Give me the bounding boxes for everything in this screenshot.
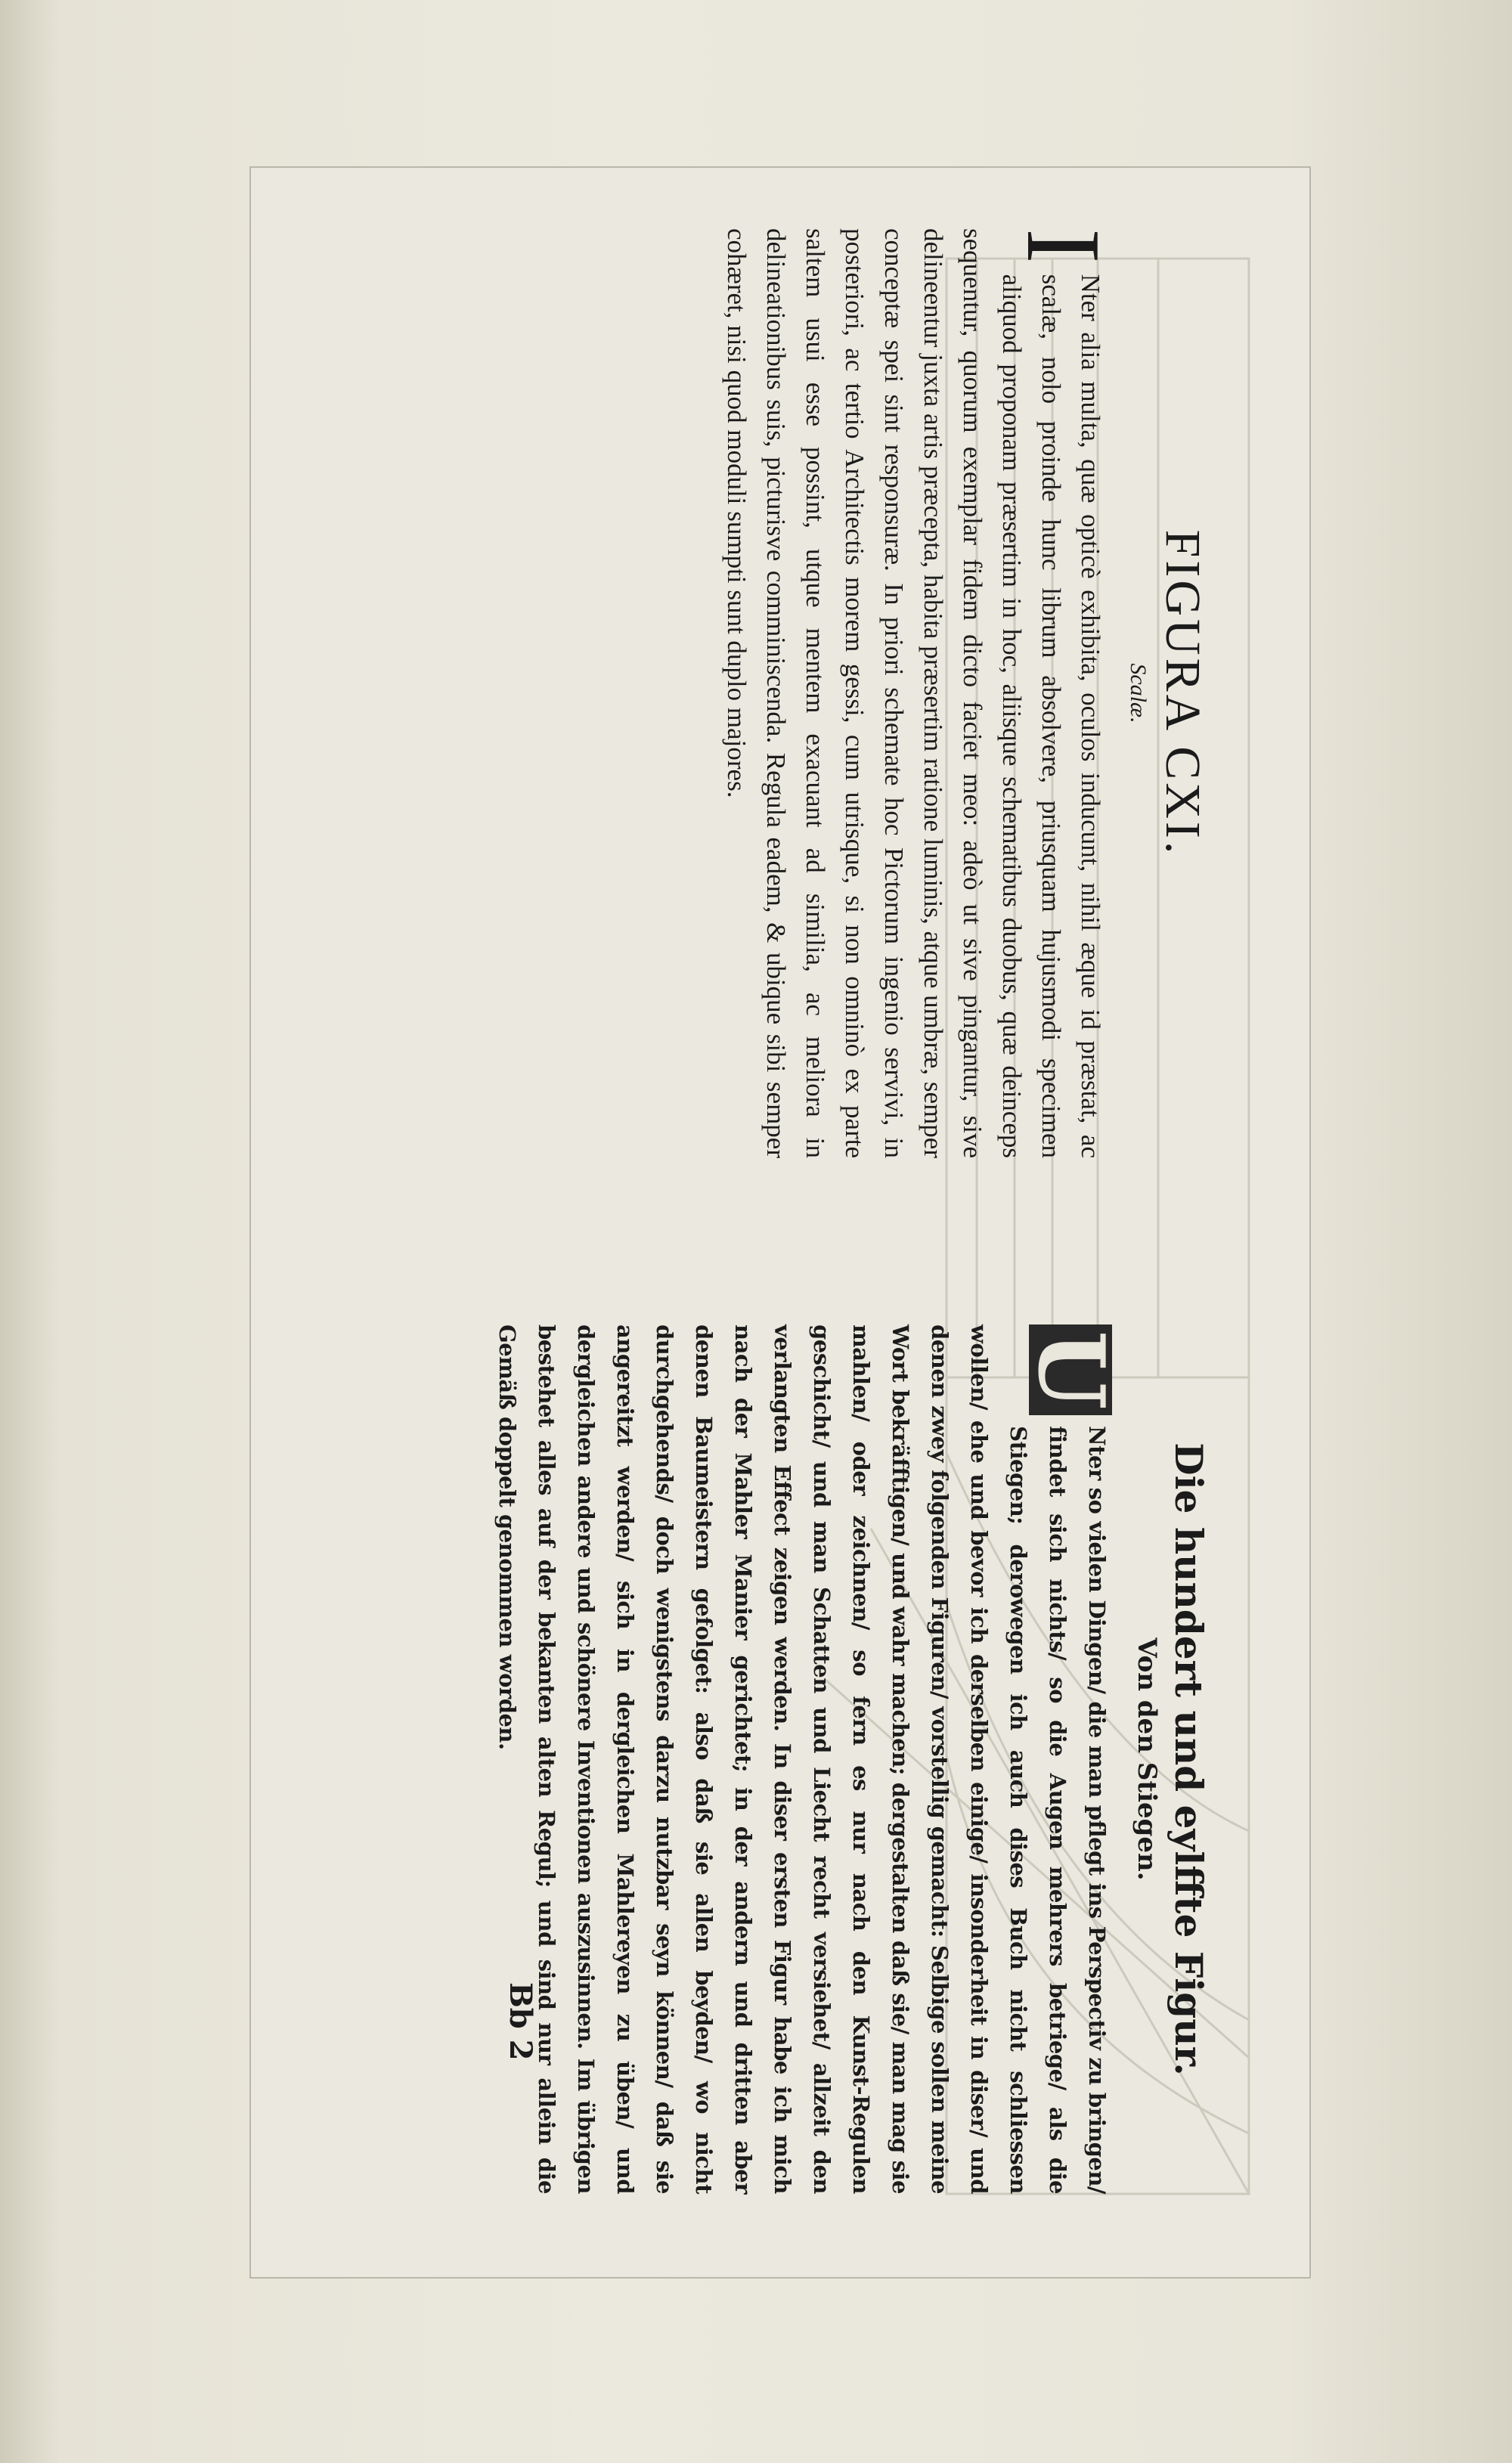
german-paragraph	[488, 1324, 1124, 2194]
rotated-text-frame	[251, 168, 1309, 2277]
latin-drop-initial: I	[1005, 228, 1122, 264]
engraved-plate	[249, 166, 1311, 2279]
latin-paragraph	[717, 228, 1122, 1158]
latin-column	[717, 228, 1211, 1158]
signature-mark: Bb 2	[503, 1982, 538, 2061]
german-body-text: Nter so vielen Dingen/ die man pflegt ins Perspectiv zu bringen/ findet sich nichts/ so die Augen mehrers betriege/ als die Stiegen; derowegen ich auch dises Buch nicht schliessen wollen/ ehe und bevor ich derselben einige/ insonderheit in diser/ und denen zwey folgenden Figuren/ vorstellig gemacht: Selbige sollen meine Wort bekräfftigen/ und wahr machen; dergestalten daß sie/ man mag sie mahlen/ oder zeichnen/ so fern es nur nach den Kunst-Regulen geschicht/ und man Schatten und Liecht recht versiehet/ allzeit den verlangten Effect zeigen werden. In diser ersten Figur habe ich mich nach der Mahler Manier gerichtet; in der andern und dritten aber denen Baumeistern gefolget: also daß sie allen beyden/ wo nicht durchgehends/ doch wenigstens darzu nutzbar seyn können/ daß sie angereitzt werden/ sich in dergleichen Mahlereyen zu üben/ und dergleichen andere und schönere Inventionen auszusinnen. Im übrigen bestehet alles auf der bekanten alten Regul; und sind nur allein die Gemäß doppelt genommen worden.	[494, 1324, 1110, 2194]
latin-title: FIGURA CXI.	[1155, 529, 1210, 857]
german-drop-initial: U	[1029, 1324, 1112, 1415]
german-title: Die hundert und eylffte Figur.	[1167, 1442, 1211, 2076]
german-subtitle: Von den Stiegen.	[1132, 1637, 1162, 1881]
latin-subtitle: Scalæ.	[1126, 663, 1151, 723]
latin-body-text: Nter alia multa, quæ opticè exhibita, oculos inducunt, nihil æque id præstat, ac scalæ, nolo proinde hunc librum absolvere, priusquam hujusmodi specimen aliquod proponam præsertim in hoc, aliisque schematibus duobus, quæ deinceps sequentur, quorum exemplar fidem dicto faciet meo: adeò ut sive pingantur, sive delineentur juxta artis præcepta, habita præsertim ratione luminis, atque umbræ, semper conceptæ spei sint responsuræ. In priori schemate hoc Pictorum ingenio servivi, in posteriori, ac tertio Architectis morem gessi, cum utrisque, si non omninò ex parte saltem usui esse possint, utque mentem exacuant ad similia, ac meliora in delineationibus suis, picturisve comminiscenda. Regula eadem, & ubique sibi semper cohæret, nisi quod moduli sumpti sunt duplo majores.	[722, 228, 1105, 1158]
german-column	[488, 1324, 1211, 2194]
